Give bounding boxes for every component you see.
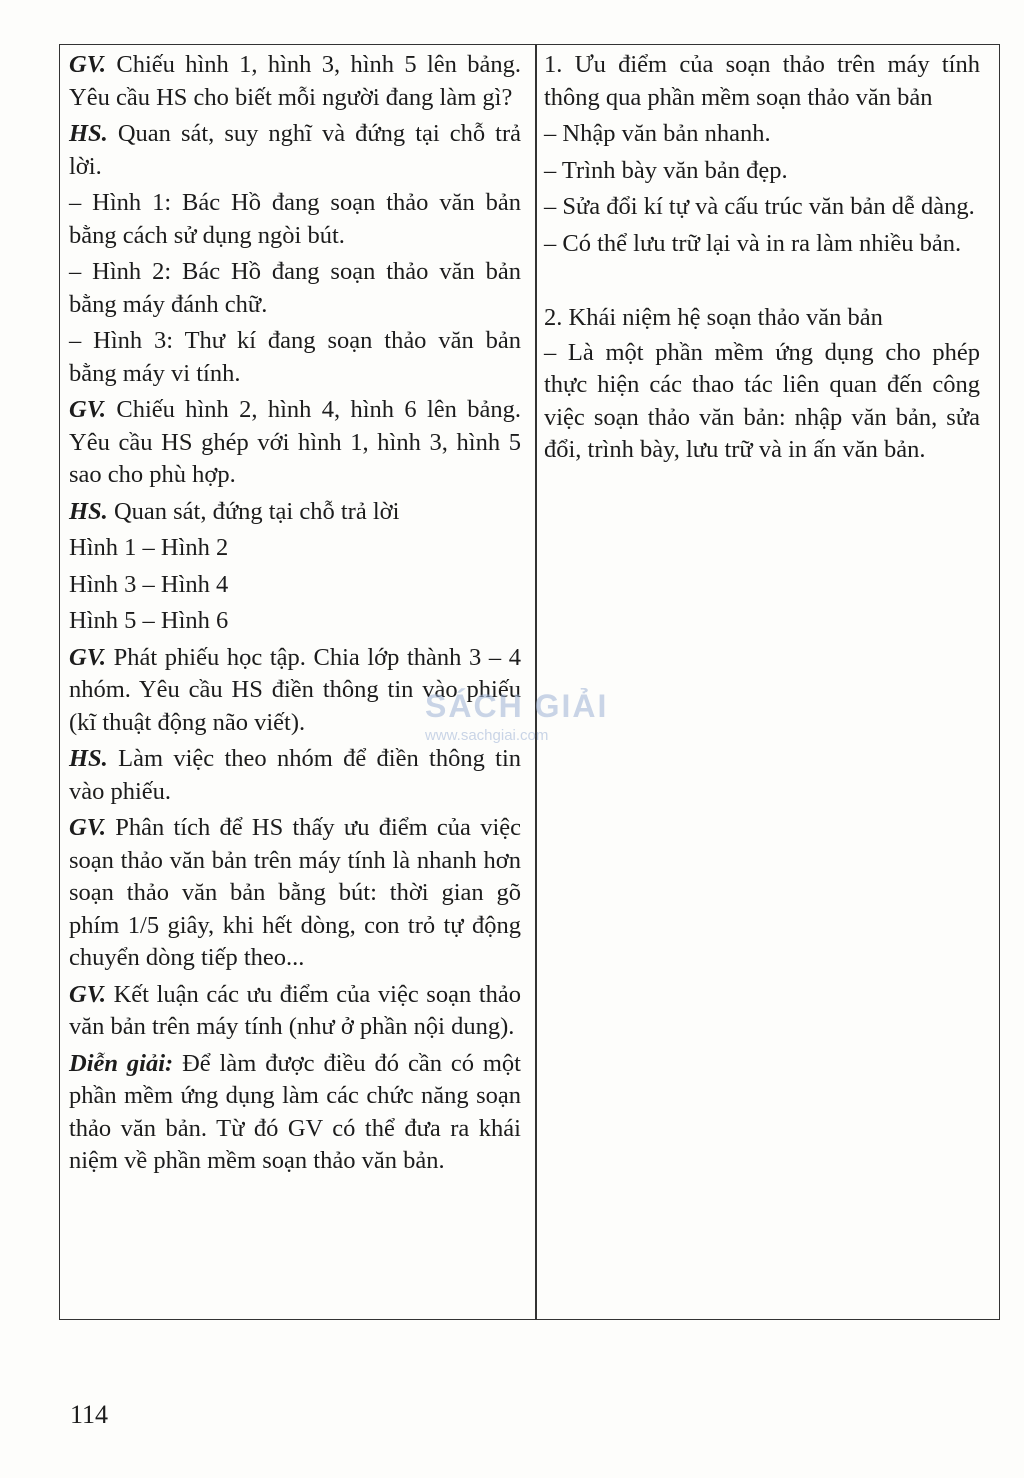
left-paragraph xyxy=(69,605,521,638)
left-paragraph xyxy=(69,569,521,602)
speaker-label: Diễn giải: xyxy=(69,1049,174,1077)
section-1-item: – Có thể lưu trữ lại và in ra làm nhiều bản. xyxy=(544,229,962,257)
left-paragraph xyxy=(69,118,521,183)
column-divider xyxy=(535,44,537,1320)
paragraph-text: Chiếu hình 2, hình 4, hình 6 lên bảng. Yêu cầu HS ghép với hình 1, hình 3, hình 5 sao cho phù hợp. xyxy=(69,396,521,488)
paragraph-text: Phân tích để HS thấy ưu điểm của việc soạn thảo văn bản trên máy tính là nhanh hơn soạn thảo văn bản bằng bút: thời gian gõ phím 1/5 giây, khi hết dòng, con trỏ tự động chuyển dòng tiếp theo... xyxy=(69,814,521,971)
paragraph-text: Quan sát, suy nghĩ và đứng tại chỗ trả lời. xyxy=(69,120,521,180)
paragraph-text: Phát phiếu học tập. Chia lớp thành 3 – 4 nhóm. Yêu cầu HS điền thông tin vào phiếu (kĩ thuật động não viết). xyxy=(69,643,521,736)
speaker-label: GV. xyxy=(69,814,107,841)
left-paragraph xyxy=(69,496,521,529)
paragraph-text: Hình 1 – Hình 2 xyxy=(69,534,229,561)
left-paragraph xyxy=(69,532,521,565)
left-paragraph xyxy=(69,743,521,808)
watermark-logo: SÁCH GIẢI xyxy=(425,688,609,724)
paragraph-text: Làm việc theo nhóm để điền thông tin vào phiếu. xyxy=(69,745,521,805)
left-paragraph xyxy=(69,1048,521,1178)
left-paragraph xyxy=(69,394,521,492)
section-1-title: 1. Ưu điểm của soạn thảo trên máy tính thông qua phần mềm soạn thảo văn bản xyxy=(544,51,980,111)
paragraph-text: Quan sát, đứng tại chỗ trả lời xyxy=(107,497,400,525)
paragraph-text: – Hình 1: Bác Hồ đang soạn thảo văn bản bằng cách sử dụng ngòi bút. xyxy=(69,189,521,249)
paragraph-text: Hình 5 – Hình 6 xyxy=(69,607,229,634)
section-1-item: – Nhập văn bản nhanh. xyxy=(544,120,771,147)
section-1-item: – Trình bày văn bản đẹp. xyxy=(544,156,788,184)
paragraph-text: – Hình 2: Bác Hồ đang soạn thảo văn bản bằng máy đánh chữ. xyxy=(69,258,521,318)
section-2-item: – Là một phần mềm ứng dụng cho phép thực hiện các thao tác liên quan đến công việc soạn thảo văn bản: nhập văn bản, sửa đổi, trình bày, lưu trữ và in ấn văn bản. xyxy=(544,338,980,463)
speaker-label: HS. xyxy=(69,745,108,772)
left-paragraph xyxy=(69,642,521,740)
speaker-label: GV. xyxy=(69,51,107,78)
left-paragraph xyxy=(69,49,521,114)
left-column xyxy=(69,49,521,1182)
paragraph-text: Chiếu hình 1, hình 3, hình 5 lên bảng. Yêu cầu HS cho biết mỗi người đang làm gì? xyxy=(69,51,521,111)
left-paragraph xyxy=(69,979,521,1044)
speaker-label: HS. xyxy=(69,497,108,525)
section-2-title: 2. Khái niệm hệ soạn thảo văn bản xyxy=(544,304,883,331)
page-number: 114 xyxy=(70,1400,109,1429)
speaker-label: GV. xyxy=(69,980,107,1008)
paragraph-text: – Hình 3: Thư kí đang soạn thảo văn bản bằng máy vi tính. xyxy=(69,327,521,387)
speaker-label: HS. xyxy=(69,120,108,147)
left-paragraph xyxy=(69,187,521,252)
left-paragraph xyxy=(69,256,521,321)
speaker-label: GV. xyxy=(69,396,107,423)
section-1-item: – Sửa đổi kí tự và cấu trúc văn bản dễ dàng. xyxy=(544,193,975,220)
right-column xyxy=(544,49,980,471)
left-paragraph xyxy=(69,325,521,390)
watermark-url: www.sachgiai.com xyxy=(425,727,549,744)
paragraph-text: Để làm được điều đó cần có một phần mềm ứng dụng làm các chức năng soạn thảo văn bản. Từ đó GV có thể đưa ra khái niệm về phần mềm soạn thảo văn bản. xyxy=(69,1049,521,1174)
left-paragraph xyxy=(69,812,521,975)
paragraph-text: Hình 3 – Hình 4 xyxy=(69,570,229,598)
paragraph-text: Kết luận các ưu điểm của việc soạn thảo văn bản trên máy tính (như ở phần nội dung). xyxy=(69,980,521,1040)
speaker-label: GV. xyxy=(69,643,107,671)
